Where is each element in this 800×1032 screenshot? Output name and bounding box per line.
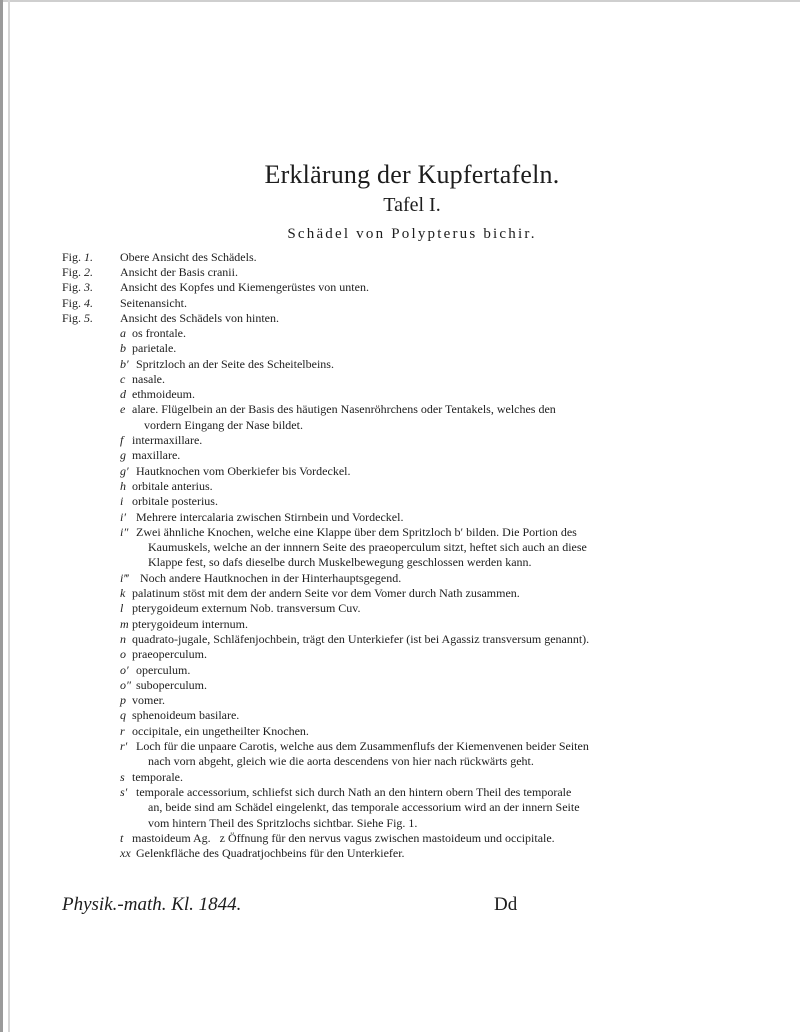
legend-entry (120, 326, 770, 341)
legend-text-continued: Kaumuskels, welche an der innnern Seite des praeoperculum sitzt, heftet sich auch an diese (148, 540, 587, 555)
legend-text: suboperculum. (136, 677, 207, 692)
figure-description: Obere Ansicht des Schädels. (120, 250, 257, 264)
legend-text: mastoideum Ag. z Öffnung für den nervus vagus zwischen mastoideum und occipitale. (132, 830, 555, 845)
legend-text: sphenoideum basilare. (132, 708, 240, 723)
legend-text: intermaxillare. (132, 433, 203, 448)
legend-text: pterygoideum internum. (132, 616, 248, 631)
legend-key: s (120, 769, 125, 784)
legend-entry (120, 387, 770, 402)
legend-entry (120, 632, 770, 647)
legend-entry (120, 448, 770, 463)
legend-entry (120, 525, 770, 571)
legend-entry (120, 846, 770, 861)
legend-text: operculum. (136, 662, 191, 677)
figure-description: Ansicht der Basis cranii. (120, 265, 238, 280)
legend-text-continued: Klappe fest, so dafs dieselbe durch Muskelbewegung geschlossen werden kann. (148, 555, 532, 570)
legend-entry (120, 510, 770, 525)
legend-key: i‴ (120, 570, 129, 585)
legend-key: s′ (120, 784, 128, 799)
legend-key: l (120, 601, 124, 616)
legend-entry (120, 739, 770, 770)
page-footer (62, 893, 762, 917)
legend-key: d (120, 387, 126, 402)
legend-text: parietale. (132, 341, 177, 356)
legend-text: occipitale, ein ungetheilter Knochen. (132, 723, 309, 738)
page-edge-left-inner (8, 0, 10, 1032)
legend-text-continued: an, beide sind am Schädel eingelenkt, das temporale accessorium wird an der innern Seite (148, 800, 580, 815)
legend-key: q (120, 708, 126, 723)
legend-list (120, 326, 770, 861)
legend-entry (120, 663, 770, 678)
legend-key: i (120, 494, 124, 509)
legend-entry (120, 571, 770, 586)
legend-key: b′ (120, 356, 129, 371)
signature-mark: Dd (494, 894, 518, 915)
legend-key: r (120, 723, 125, 738)
legend-key: g (120, 448, 126, 463)
legend-entry (120, 601, 770, 616)
figure-item (62, 296, 762, 311)
legend-key: c (120, 371, 126, 386)
legend-text: orbitale anterius. (132, 478, 213, 493)
figure-number: Fig. 2. (62, 265, 94, 280)
legend-text: temporale. (132, 769, 183, 784)
legend-entry (120, 341, 770, 356)
legend-text: Mehrere intercalaria zwischen Stirnbein und Vordeckel. (136, 509, 404, 524)
legend-entry (120, 479, 770, 494)
figure-list (62, 250, 762, 326)
legend-key: n (120, 631, 126, 646)
legend-text: Loch für die unpaare Carotis, welche aus dem Zusammenflufs der Kiemenvenen beider Seiten (136, 739, 589, 754)
legend-entry (120, 770, 770, 785)
legend-text-continued: vom hintern Theil des Spritzlochs sichtbar. Siehe Fig. 1. (148, 815, 418, 830)
figure-item (62, 311, 762, 326)
legend-text: nasale. (132, 371, 165, 386)
page-edge-top (0, 0, 800, 2)
legend-entry (120, 785, 770, 831)
legend-key: b (120, 341, 126, 356)
plate-subject: Schädel von Polypterus bichir. (287, 226, 537, 242)
legend-key: k (120, 586, 126, 601)
legend-key: o′ (120, 662, 129, 677)
legend-key: o″ (120, 677, 131, 692)
legend-entry (120, 693, 770, 708)
legend-entry (120, 357, 770, 372)
legend-text: alare. Flügelbein an der Basis des häutigen Nasenröhrchens oder Tentakels, welches den (132, 402, 556, 417)
legend-text: orbitale posterius. (132, 494, 218, 509)
plate-title: Tafel I. (383, 194, 441, 216)
legend-text: temporale accessorium, schliefst sich durch Nath an den hintern obern Theil des temporale (136, 784, 572, 799)
figure-number: Fig. 4. (62, 295, 94, 310)
legend-key: o (120, 647, 126, 662)
legend-entry (120, 708, 770, 723)
legend-text: maxillare. (132, 448, 181, 463)
legend-key: f (120, 433, 124, 448)
legend-entry (120, 494, 770, 509)
legend-entry (120, 647, 770, 662)
legend-text: praeoperculum. (132, 647, 207, 662)
legend-key: i′ (120, 509, 126, 524)
legend-key: xx (120, 846, 131, 861)
legend-entry (120, 402, 770, 433)
figure-description: Ansicht des Kopfes und Kiemengerüstes von unten. (120, 280, 369, 295)
legend-text-continued: nach vorn abgeht, gleich wie die aorta descendens von hier nach rückwärts geht. (148, 754, 534, 769)
legend-key: g′ (120, 463, 129, 478)
legend-key: i″ (120, 524, 129, 539)
legend-text: Spritzloch an der Seite des Scheitelbeins. (136, 356, 334, 371)
legend-key: t (120, 830, 124, 845)
legend-text: Noch andere Hautknochen in der Hinterhauptsgegend. (140, 570, 402, 585)
legend-text: os frontale. (132, 326, 186, 340)
legend-entry (120, 678, 770, 693)
legend-key: p (120, 693, 126, 708)
page-title: Erklärung der Kupfertafeln. (264, 160, 560, 189)
figure-item (62, 250, 762, 265)
legend-text: Hautknochen vom Oberkiefer bis Vordeckel. (136, 463, 351, 478)
legend-entry (120, 831, 770, 846)
legend-entry (120, 617, 770, 632)
legend-entry (120, 464, 770, 479)
legend-entry (120, 433, 770, 448)
legend-text: pterygoideum externum Nob. transversum Cuv. (132, 601, 361, 616)
legend-entry (120, 724, 770, 739)
legend-entry (120, 586, 770, 601)
figure-item (62, 280, 762, 295)
figure-item (62, 265, 762, 280)
legend-key: e (120, 402, 126, 417)
legend-text: Gelenkfläche des Quadratjochbeins für den Unterkiefer. (136, 846, 405, 861)
page-edge-left (0, 0, 3, 1032)
legend-key: h (120, 478, 126, 493)
legend-text: vomer. (132, 693, 165, 708)
legend-key: m (120, 616, 129, 631)
legend-text: palatinum stöst mit dem der andern Seite vor dem Vomer durch Nath zusammen. (132, 586, 520, 601)
figure-number: Fig. 3. (62, 280, 94, 295)
figure-number: Fig. 1. (62, 250, 94, 264)
legend-text: quadrato-jugale, Schläfenjochbein, trägt den Unterkiefer (ist bei Agassiz transversum genannt). (132, 631, 590, 646)
legend-text: Zwei ähnliche Knochen, welche eine Klappe über dem Spritzloch b′ bilden. Die Portion des (136, 524, 577, 539)
legend-key: r′ (120, 739, 128, 754)
journal-reference: Physik.-math. Kl. 1844. (62, 894, 242, 915)
legend-text-continued: vordern Eingang der Nase bildet. (144, 417, 303, 432)
legend-key: a (120, 326, 126, 340)
figure-number: Fig. 5. (62, 310, 94, 325)
legend-entry (120, 372, 770, 387)
legend-text: ethmoideum. (132, 387, 195, 402)
figure-description: Ansicht des Schädels von hinten. (120, 310, 279, 325)
figure-description: Seitenansicht. (120, 295, 187, 310)
